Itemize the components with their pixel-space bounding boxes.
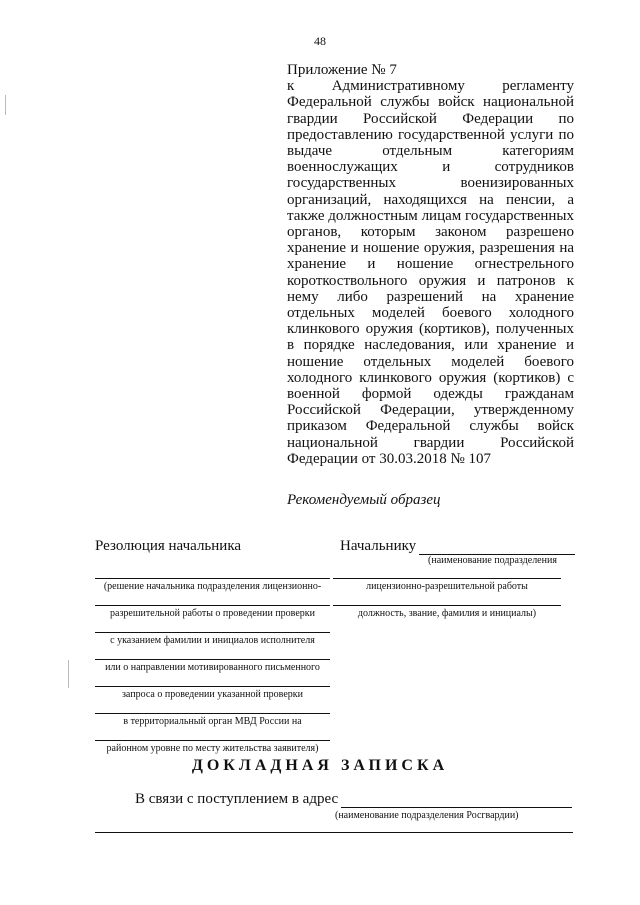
scan-mark (68, 660, 69, 688)
page-number: 48 (314, 34, 326, 48)
resolution-line: в территориальный орган МВД России на (95, 713, 330, 740)
chief-addressee (340, 538, 575, 567)
annex-body: к Административному регламенту Федеральной службы войск национальной гвардии Российской Федерации по предоставлению государственной услуги по выдаче отдельным категориям военнослужащих и сотрудников государственных военизированных организаций, находящихся на пенсии, а также должностным лицам государственных органов, которым законом разрешено хранение и ношение оружия, разрешения на хранение и ношение огнестрельного короткоствольного оружия и патронов к нему либо разрешений на хранение отдельных моделей боевого холодного клинкового оружия (кортиков), полученных в порядке наследования, или хранение и ношение отдельных моделей боевого холодного клинкового оружия (кортиков) с военной формой одежды гражданам Российской Федерации, утвержденному приказом Федеральной службы войск национальной гвардии Российской Федерации от 30.03.2018 № 107 (287, 78, 574, 467)
chief-lines (333, 578, 561, 632)
regard-label: В связи с поступлением в адрес (135, 791, 339, 807)
resolution-line: с указанием фамилии и инициалов исполнителя (95, 632, 330, 659)
chief-label: Начальнику (340, 538, 417, 554)
bottom-fill-line[interactable] (95, 832, 573, 833)
sample-label: Рекомендуемый образец (287, 492, 441, 508)
regard-caption: (наименование подразделения Росгвардии) (335, 810, 519, 821)
document-title: ДОКЛАДНАЯ ЗАПИСКА (191, 757, 449, 774)
resolution-lines (95, 578, 330, 767)
resolution-heading: Резолюция начальника (95, 538, 242, 554)
resolution-line: (решение начальника подразделения лицензионно- (95, 578, 330, 605)
regard-fill-line[interactable] (341, 793, 572, 808)
chief-caption: (наименование подразделения (428, 555, 557, 566)
resolution-line: запроса о проведении указанной проверки (95, 686, 330, 713)
chief-line: должность, звание, фамилия и инициалы) (333, 605, 561, 632)
annex-title: Приложение № 7 (287, 62, 397, 78)
resolution-line: разрешительной работы о проведении проверки (95, 605, 330, 632)
resolution-line: или о направлении мотивированного письменного (95, 659, 330, 686)
scan-mark (5, 95, 6, 115)
resolution-line: районном уровне по месту жительства заявителя) (95, 740, 330, 767)
annex-header (287, 62, 574, 467)
chief-fill-line[interactable] (419, 540, 575, 555)
regard-block (135, 791, 572, 821)
chief-line: лицензионно-разрешительной работы (333, 578, 561, 605)
